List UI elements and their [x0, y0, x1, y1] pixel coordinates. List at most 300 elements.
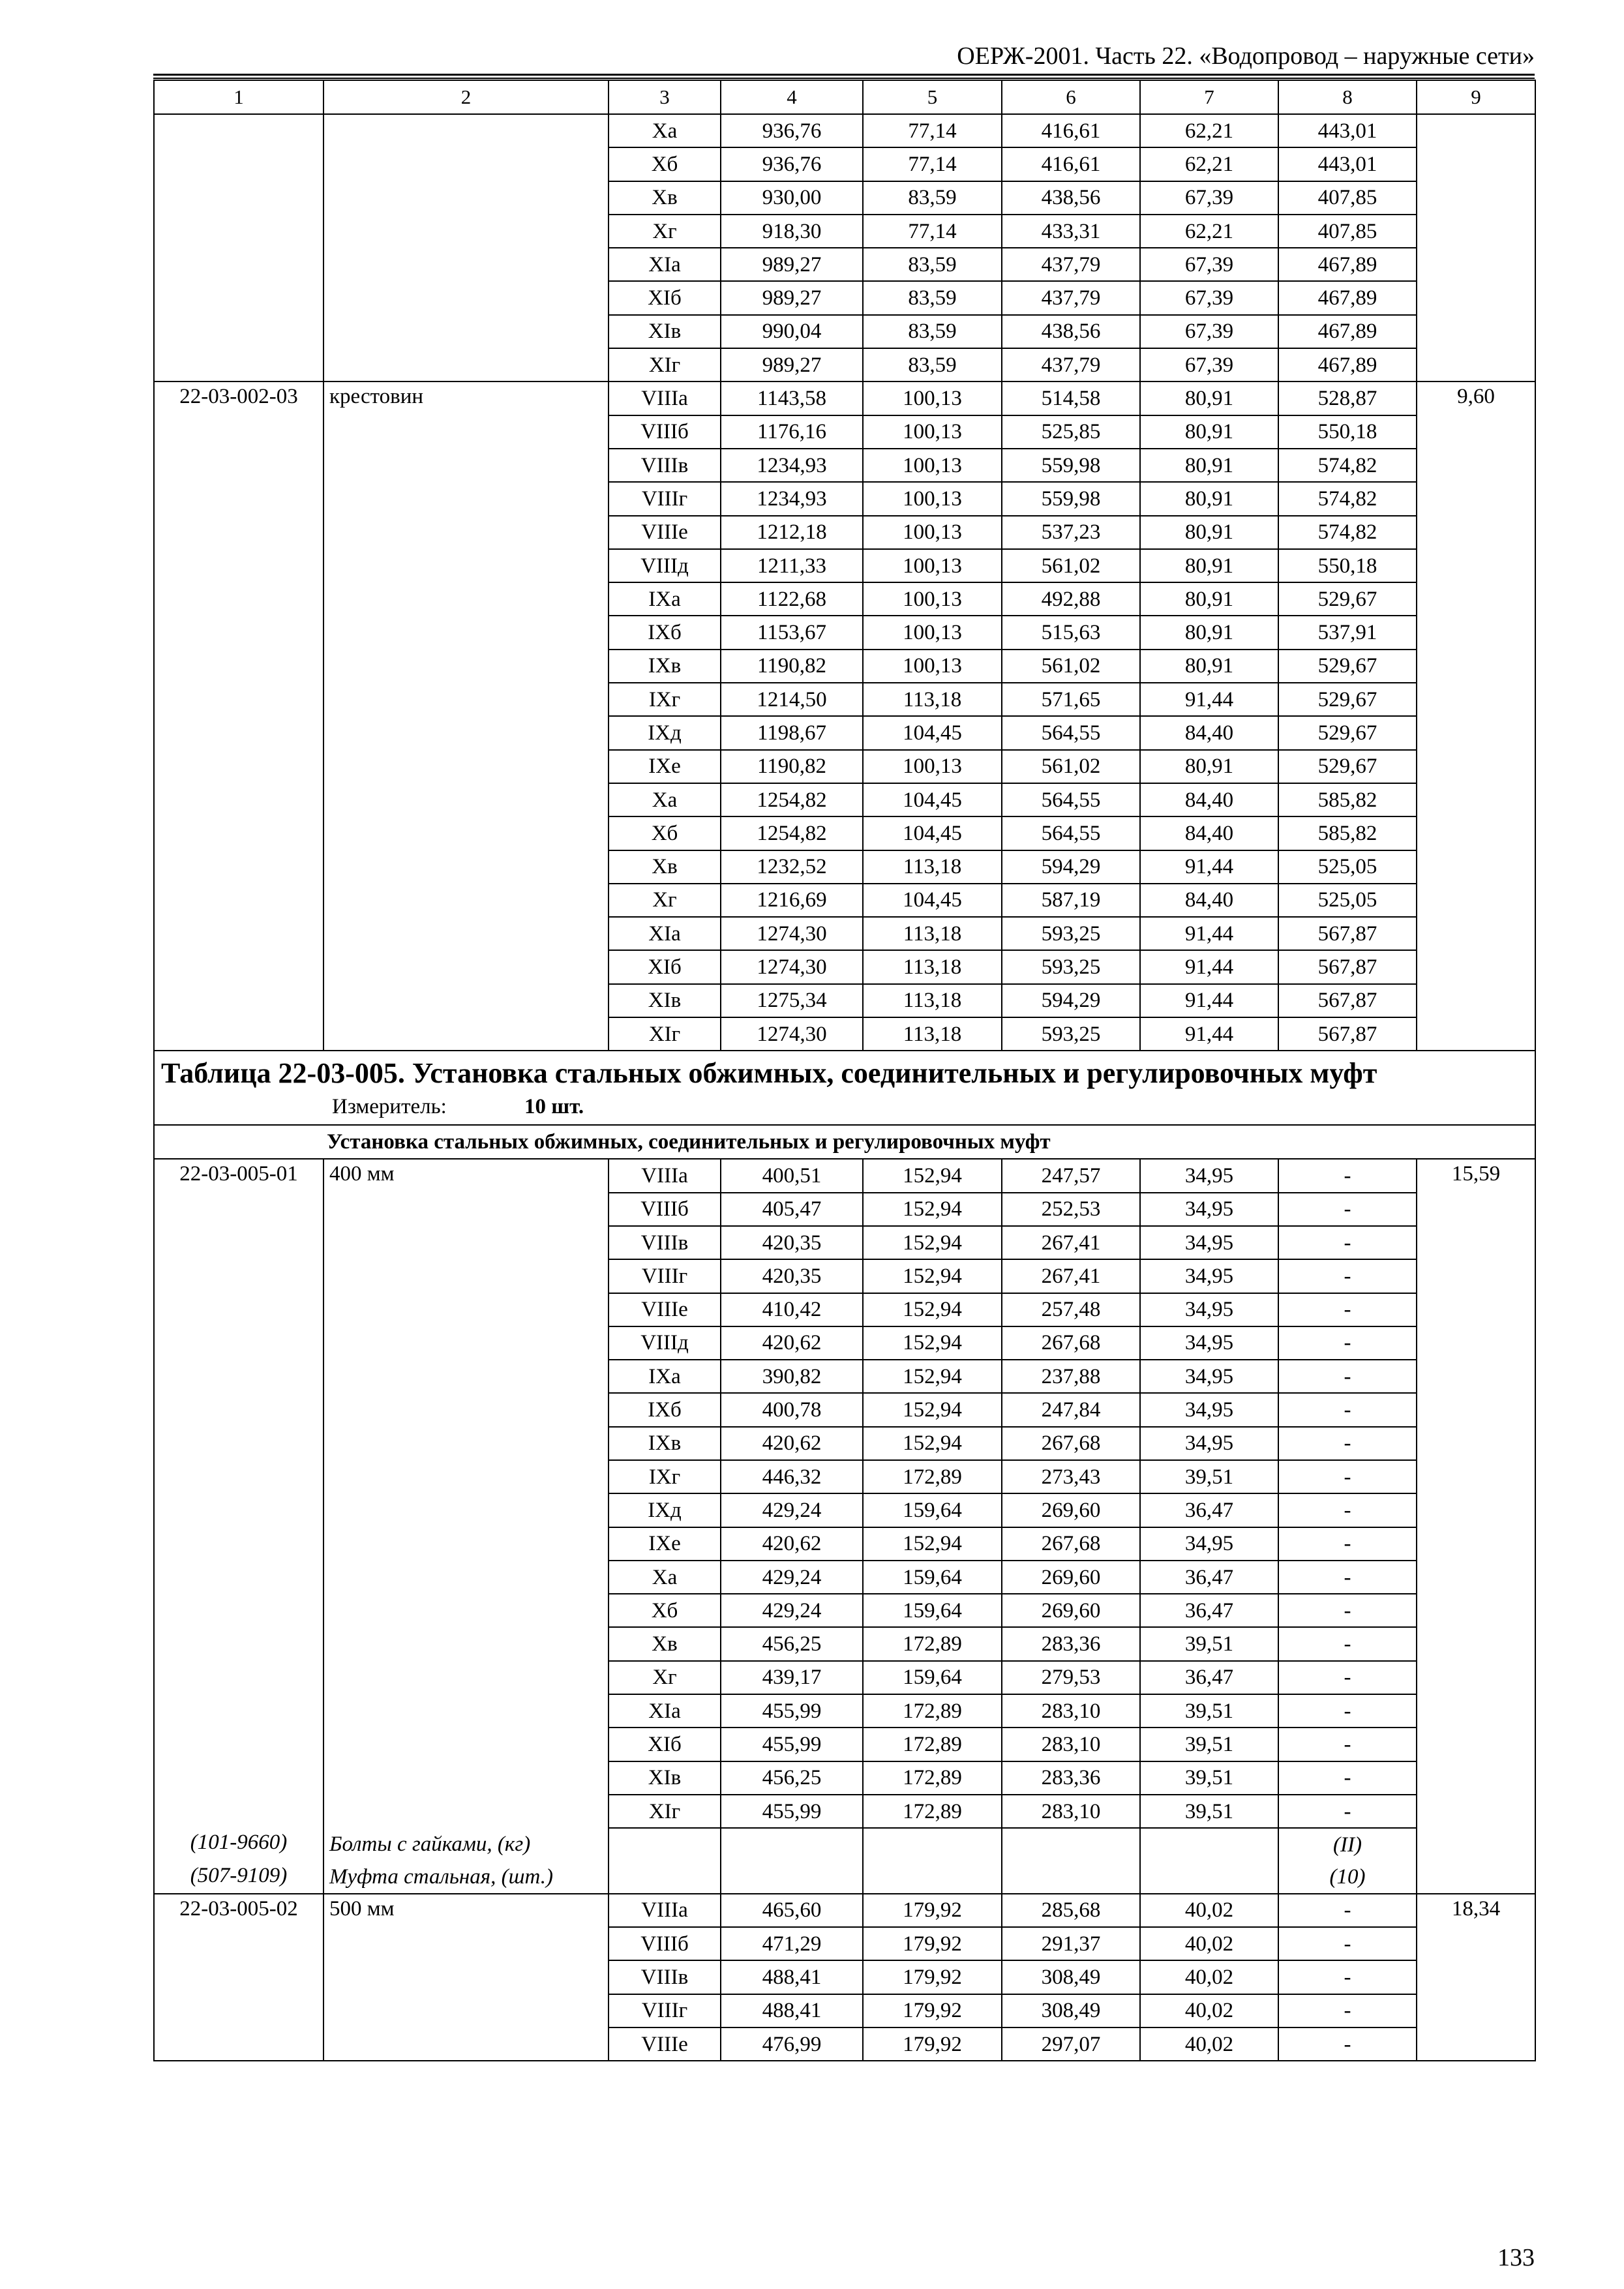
empty-cell: [323, 1326, 609, 1360]
value-cell: 83,59: [863, 315, 1002, 348]
region-zone-cell: XIб: [609, 950, 721, 983]
value-cell: 1214,50: [721, 683, 863, 716]
value-cell: 39,51: [1140, 1795, 1278, 1828]
empty-cell: [323, 1259, 609, 1293]
value-cell: 529,67: [1278, 683, 1417, 716]
value-cell: 514,58: [1002, 382, 1140, 415]
value-cell: 104,45: [863, 816, 1002, 850]
region-zone-cell: VIIIa: [609, 1894, 721, 1927]
column-number: 9: [1417, 80, 1535, 114]
value-cell: 593,25: [1002, 950, 1140, 983]
header-rule-thin: [153, 78, 1535, 79]
rate-name-cell: 500 мм: [323, 1894, 609, 2061]
empty-cell: [323, 1795, 609, 1828]
value-cell: -: [1278, 1761, 1417, 1795]
column-number: 5: [863, 80, 1002, 114]
empty-cell: [154, 1594, 323, 1627]
value-cell: 593,25: [1002, 1017, 1140, 1051]
empty-cell: [323, 1761, 609, 1795]
value-cell: 567,87: [1278, 984, 1417, 1017]
value-cell: 40,02: [1140, 2027, 1278, 2061]
value-cell: 84,40: [1140, 783, 1278, 816]
value-cell: 1232,52: [721, 850, 863, 884]
table-row: [154, 1326, 1535, 1360]
value-cell: 91,44: [1140, 1017, 1278, 1051]
value-cell: 91,44: [1140, 683, 1278, 716]
value-cell: 567,87: [1278, 950, 1417, 983]
value-cell: 39,51: [1140, 1694, 1278, 1728]
empty-cell: [154, 114, 323, 382]
value-cell: 1143,58: [721, 382, 863, 415]
value-cell: 159,64: [863, 1594, 1002, 1627]
value-cell: 574,82: [1278, 516, 1417, 549]
value-cell: -: [1278, 1960, 1417, 1994]
value-cell: 410,42: [721, 1293, 863, 1326]
value-cell: 67,39: [1140, 348, 1278, 382]
value-cell: 559,98: [1002, 449, 1140, 482]
table-row: [154, 382, 1535, 415]
value-cell: 34,95: [1140, 1326, 1278, 1360]
region-zone-cell: IXг: [609, 1460, 721, 1493]
region-zone-cell: XIв: [609, 315, 721, 348]
value-cell: -: [1278, 1594, 1417, 1627]
value-cell: 407,85: [1278, 181, 1417, 215]
region-zone-cell: XIб: [609, 1728, 721, 1761]
region-zone-cell: VIIIв: [609, 449, 721, 482]
empty-cell: [323, 1527, 609, 1561]
value-cell: 525,85: [1002, 415, 1140, 449]
value-cell: 936,76: [721, 147, 863, 181]
value-cell: 113,18: [863, 850, 1002, 884]
value-cell: 1234,93: [721, 482, 863, 515]
region-zone-cell: IXд: [609, 1493, 721, 1527]
table-row: [154, 1293, 1535, 1326]
rate-code-cell: 22-03-005-01: [154, 1159, 323, 1192]
value-cell: 267,68: [1002, 1427, 1140, 1460]
value-cell: 100,13: [863, 415, 1002, 449]
value-cell: 100,13: [863, 449, 1002, 482]
value-cell: 84,40: [1140, 884, 1278, 917]
empty-cell: [1002, 1828, 1140, 1861]
value-cell: 446,32: [721, 1460, 863, 1493]
value-cell: 179,92: [863, 1994, 1002, 2027]
value-cell: -: [1278, 1694, 1417, 1728]
value-cell: 567,87: [1278, 1017, 1417, 1051]
empty-cell: [323, 1360, 609, 1393]
value-cell: 67,39: [1140, 248, 1278, 281]
table-row: [154, 1561, 1535, 1594]
value-cell: 152,94: [863, 1259, 1002, 1293]
column-number: 2: [323, 80, 609, 114]
table-title-text: Таблица 22-03-005. Установка стальных обжимных, соединительных и регулировочных муфт: [161, 1057, 1377, 1090]
value-cell: 443,01: [1278, 114, 1417, 147]
value-cell: 91,44: [1140, 850, 1278, 884]
table-row: [154, 1894, 1535, 1927]
column-number: 3: [609, 80, 721, 114]
value-cell: 179,92: [863, 1927, 1002, 1960]
empty-cell: [154, 1627, 323, 1660]
region-zone-cell: XIг: [609, 1795, 721, 1828]
region-zone-cell: IXe: [609, 750, 721, 783]
region-zone-cell: IXб: [609, 1393, 721, 1426]
empty-cell: [154, 1561, 323, 1594]
empty-cell: [154, 1427, 323, 1460]
table-row: [154, 1360, 1535, 1393]
region-zone-cell: IXб: [609, 616, 721, 649]
value-cell: 159,64: [863, 1493, 1002, 1527]
value-cell: 550,18: [1278, 415, 1417, 449]
column-number: 4: [721, 80, 863, 114]
region-zone-cell: VIIIб: [609, 1193, 721, 1226]
value-cell: 267,41: [1002, 1226, 1140, 1259]
value-cell: -: [1278, 1293, 1417, 1326]
region-zone-cell: VIIIг: [609, 482, 721, 515]
value-cell: 257,48: [1002, 1293, 1140, 1326]
value-cell: 269,60: [1002, 1594, 1140, 1627]
value-cell: 529,67: [1278, 650, 1417, 683]
value-cell: 492,88: [1002, 582, 1140, 616]
value-cell: -: [1278, 2027, 1417, 2061]
measure-value: 10 шт.: [524, 1095, 584, 1119]
value-cell: 279,53: [1002, 1661, 1140, 1694]
empty-cell: [154, 1527, 323, 1561]
value-cell: 172,89: [863, 1694, 1002, 1728]
resource-qty: (II): [1278, 1828, 1417, 1861]
value-cell: 1212,18: [721, 516, 863, 549]
empty-cell: [323, 1594, 609, 1627]
value-cell: 476,99: [721, 2027, 863, 2061]
value-cell: 456,25: [721, 1627, 863, 1660]
value-cell: 113,18: [863, 917, 1002, 950]
value-cell: 172,89: [863, 1761, 1002, 1795]
table-row: [154, 1460, 1535, 1493]
value-cell: 529,67: [1278, 716, 1417, 749]
empty-cell: [154, 1728, 323, 1761]
value-cell: 283,10: [1002, 1728, 1140, 1761]
value-cell: 80,91: [1140, 516, 1278, 549]
table-row: [154, 1728, 1535, 1761]
value-cell: 587,19: [1002, 884, 1140, 917]
table-row: [154, 114, 1535, 147]
region-zone-cell: IXд: [609, 716, 721, 749]
value-cell: 465,60: [721, 1894, 863, 1927]
value-cell: 1122,68: [721, 582, 863, 616]
empty-cell: [323, 1728, 609, 1761]
value-cell: 989,27: [721, 248, 863, 281]
value-cell: 471,29: [721, 1927, 863, 1960]
value-cell: 67,39: [1140, 315, 1278, 348]
value-cell: 83,59: [863, 248, 1002, 281]
region-zone-cell: IXa: [609, 1360, 721, 1393]
value-cell: 308,49: [1002, 1960, 1140, 1994]
value-cell: 285,68: [1002, 1894, 1140, 1927]
value-cell: 416,61: [1002, 114, 1140, 147]
value-cell: 467,89: [1278, 315, 1417, 348]
resource-name: Болты с гайками, (кг): [323, 1828, 609, 1861]
value-cell: 62,21: [1140, 114, 1278, 147]
value-cell: 77,14: [863, 147, 1002, 181]
value-cell: 439,17: [721, 1661, 863, 1694]
value-cell: 83,59: [863, 348, 1002, 382]
empty-cell: [863, 1861, 1002, 1894]
value-cell: 400,51: [721, 1159, 863, 1192]
value-cell: 561,02: [1002, 650, 1140, 683]
region-zone-cell: VIIIб: [609, 1927, 721, 1960]
value-cell: 152,94: [863, 1193, 1002, 1226]
rate-name-cell: крестовин: [323, 382, 609, 1051]
value-cell: 283,10: [1002, 1795, 1140, 1828]
table-row: [154, 1761, 1535, 1795]
value-cell: -: [1278, 1927, 1417, 1960]
value-cell: 172,89: [863, 1627, 1002, 1660]
column-number: 6: [1002, 80, 1140, 114]
value-cell: 91,44: [1140, 950, 1278, 983]
value-cell: -: [1278, 1795, 1417, 1828]
value-cell: 104,45: [863, 884, 1002, 917]
value-cell: -: [1278, 1627, 1417, 1660]
table-row: [154, 1259, 1535, 1293]
value-cell: -: [1278, 1728, 1417, 1761]
value-cell: 283,36: [1002, 1761, 1140, 1795]
value-cell: 585,82: [1278, 783, 1417, 816]
value-cell: 34,95: [1140, 1259, 1278, 1293]
value-cell: 40,02: [1140, 1994, 1278, 2027]
value-cell: 420,62: [721, 1527, 863, 1561]
value-cell: 91,44: [1140, 984, 1278, 1017]
value-cell: 34,95: [1140, 1293, 1278, 1326]
empty-cell: [721, 1828, 863, 1861]
value-cell: 83,59: [863, 281, 1002, 314]
empty-cell: [154, 1761, 323, 1795]
region-zone-cell: Xв: [609, 181, 721, 215]
value-cell: 40,02: [1140, 1894, 1278, 1927]
value-cell: 564,55: [1002, 816, 1140, 850]
region-zone-cell: Xa: [609, 1561, 721, 1594]
value-cell: 989,27: [721, 348, 863, 382]
value-cell: -: [1278, 1226, 1417, 1259]
empty-cell: [323, 1393, 609, 1426]
value-cell: 36,47: [1140, 1594, 1278, 1627]
value-cell: 567,87: [1278, 917, 1417, 950]
region-zone-cell: VIIIд: [609, 1326, 721, 1360]
value-cell: -: [1278, 1493, 1417, 1527]
value-cell: 80,91: [1140, 549, 1278, 582]
resource-row: [154, 1828, 1535, 1861]
region-zone-cell: IXг: [609, 683, 721, 716]
region-zone-cell: VIIIб: [609, 415, 721, 449]
value-cell: 269,60: [1002, 1561, 1140, 1594]
region-zone-cell: Xб: [609, 816, 721, 850]
value-cell: 488,41: [721, 1960, 863, 1994]
value-cell: 34,95: [1140, 1159, 1278, 1192]
value-cell: 437,79: [1002, 281, 1140, 314]
value-cell: 104,45: [863, 716, 1002, 749]
value-cell: 990,04: [721, 315, 863, 348]
value-cell: 36,47: [1140, 1661, 1278, 1694]
empty-cell: [721, 1861, 863, 1894]
region-zone-cell: Xг: [609, 884, 721, 917]
value-cell: 273,43: [1002, 1460, 1140, 1493]
empty-cell: [154, 1259, 323, 1293]
value-cell: 467,89: [1278, 248, 1417, 281]
value-cell: 247,84: [1002, 1393, 1140, 1426]
value-cell: 159,64: [863, 1661, 1002, 1694]
value-cell: 67,39: [1140, 181, 1278, 215]
value-cell: 283,10: [1002, 1694, 1140, 1728]
table-row: [154, 1795, 1535, 1828]
region-zone-cell: Xa: [609, 783, 721, 816]
region-zone-cell: XIг: [609, 348, 721, 382]
value-cell: 172,89: [863, 1795, 1002, 1828]
region-zone-cell: VIIIe: [609, 516, 721, 549]
value-cell: 100,13: [863, 616, 1002, 649]
value-cell: 247,57: [1002, 1159, 1140, 1192]
region-zone-cell: IXв: [609, 1427, 721, 1460]
value-cell: 100,13: [863, 516, 1002, 549]
value-cell: -: [1278, 1427, 1417, 1460]
table-row: [154, 1159, 1535, 1192]
region-zone-cell: VIIIг: [609, 1994, 721, 2027]
value-cell: 1275,34: [721, 984, 863, 1017]
value-cell: 1274,30: [721, 950, 863, 983]
value-cell: 34,95: [1140, 1393, 1278, 1426]
empty-cell: [323, 1561, 609, 1594]
value-cell: 989,27: [721, 281, 863, 314]
value-cell: 1254,82: [721, 816, 863, 850]
empty-cell: [154, 1393, 323, 1426]
value-cell: 237,88: [1002, 1360, 1140, 1393]
value-cell: -: [1278, 1561, 1417, 1594]
region-zone-cell: Xв: [609, 850, 721, 884]
value-cell: 416,61: [1002, 147, 1140, 181]
table-title-row: [154, 1051, 1535, 1125]
value-cell: 77,14: [863, 215, 1002, 248]
value-cell: 104,45: [863, 783, 1002, 816]
value-cell: 80,91: [1140, 650, 1278, 683]
region-zone-cell: VIIIe: [609, 1293, 721, 1326]
value-cell: 84,40: [1140, 716, 1278, 749]
value-cell: -: [1278, 1393, 1417, 1426]
section-title-row: [154, 1125, 1535, 1159]
empty-cell: [323, 1493, 609, 1527]
empty-cell: [609, 1861, 721, 1894]
value-cell: 456,25: [721, 1761, 863, 1795]
resource-code: (101-9660): [154, 1828, 323, 1861]
value-cell: 80,91: [1140, 382, 1278, 415]
region-zone-cell: IXe: [609, 1527, 721, 1561]
value-cell: 574,82: [1278, 482, 1417, 515]
table-row: [154, 1226, 1535, 1259]
value-cell: 1190,82: [721, 650, 863, 683]
table-row: [154, 1594, 1535, 1627]
value-cell: -: [1278, 1661, 1417, 1694]
header-rule: [153, 74, 1535, 76]
value-cell: 100,13: [863, 650, 1002, 683]
region-zone-cell: VIIIa: [609, 382, 721, 415]
value-cell: 179,92: [863, 1960, 1002, 1994]
value-cell: 1254,82: [721, 783, 863, 816]
region-zone-cell: XIб: [609, 281, 721, 314]
resource-row: [154, 1861, 1535, 1894]
empty-cell: [323, 114, 609, 382]
region-zone-cell: Xб: [609, 147, 721, 181]
region-zone-cell: Xa: [609, 114, 721, 147]
value-cell: 40,02: [1140, 1927, 1278, 1960]
value-cell: 443,01: [1278, 147, 1417, 181]
region-zone-cell: VIIIe: [609, 2027, 721, 2061]
empty-cell: [323, 1226, 609, 1259]
value-cell: 84,40: [1140, 816, 1278, 850]
value-cell: 438,56: [1002, 315, 1140, 348]
value-cell: 550,18: [1278, 549, 1417, 582]
value-cell: 172,89: [863, 1728, 1002, 1761]
empty-cell: [323, 1293, 609, 1326]
value-cell: -: [1278, 1360, 1417, 1393]
empty-cell: [323, 1427, 609, 1460]
table-row: [154, 1527, 1535, 1561]
region-zone-cell: XIa: [609, 917, 721, 950]
resource-code: (507-9109): [154, 1861, 323, 1894]
region-zone-cell: VIIIв: [609, 1960, 721, 1994]
region-zone-cell: Xг: [609, 215, 721, 248]
table-row: [154, 1694, 1535, 1728]
value-cell: 405,47: [721, 1193, 863, 1226]
empty-cell: [154, 1193, 323, 1226]
value-cell: 525,05: [1278, 884, 1417, 917]
value-cell: 594,29: [1002, 850, 1140, 884]
value-cell: 34,95: [1140, 1427, 1278, 1460]
value-cell: 80,91: [1140, 482, 1278, 515]
value-cell: 152,94: [863, 1326, 1002, 1360]
value-cell: 564,55: [1002, 783, 1140, 816]
value-cell: -: [1278, 1894, 1417, 1927]
value-cell: 39,51: [1140, 1728, 1278, 1761]
column-number: 8: [1278, 80, 1417, 114]
page-number: 133: [1497, 2244, 1535, 2271]
value-cell: 308,49: [1002, 1994, 1140, 2027]
empty-cell: [154, 1661, 323, 1694]
value-cell: 429,24: [721, 1493, 863, 1527]
table-row: [154, 1661, 1535, 1694]
region-zone-cell: Xб: [609, 1594, 721, 1627]
value-cell: 40,02: [1140, 1960, 1278, 1994]
value-cell: 429,24: [721, 1594, 863, 1627]
value-cell: 420,35: [721, 1226, 863, 1259]
value-cell: 179,92: [863, 2027, 1002, 2061]
empty-cell: [609, 1828, 721, 1861]
value-cell: 407,85: [1278, 215, 1417, 248]
value-cell: 252,53: [1002, 1193, 1140, 1226]
value-cell: 467,89: [1278, 281, 1417, 314]
resource-qty: (10): [1278, 1861, 1417, 1894]
column-number: 7: [1140, 80, 1278, 114]
value-cell: 152,94: [863, 1293, 1002, 1326]
region-zone-cell: VIIIa: [609, 1159, 721, 1192]
value-cell: 561,02: [1002, 750, 1140, 783]
region-zone-cell: Xг: [609, 1661, 721, 1694]
col9-cell: 15,59: [1417, 1159, 1535, 1894]
measure-label: Измеритель:: [332, 1095, 447, 1119]
rates-table: [153, 80, 1536, 2061]
value-cell: -: [1278, 1460, 1417, 1493]
region-zone-cell: XIг: [609, 1017, 721, 1051]
value-cell: 559,98: [1002, 482, 1140, 515]
value-cell: 152,94: [863, 1393, 1002, 1426]
value-cell: 455,99: [721, 1728, 863, 1761]
value-cell: -: [1278, 1326, 1417, 1360]
rate-code-cell: 22-03-002-03: [154, 382, 323, 1051]
region-zone-cell: XIa: [609, 248, 721, 281]
